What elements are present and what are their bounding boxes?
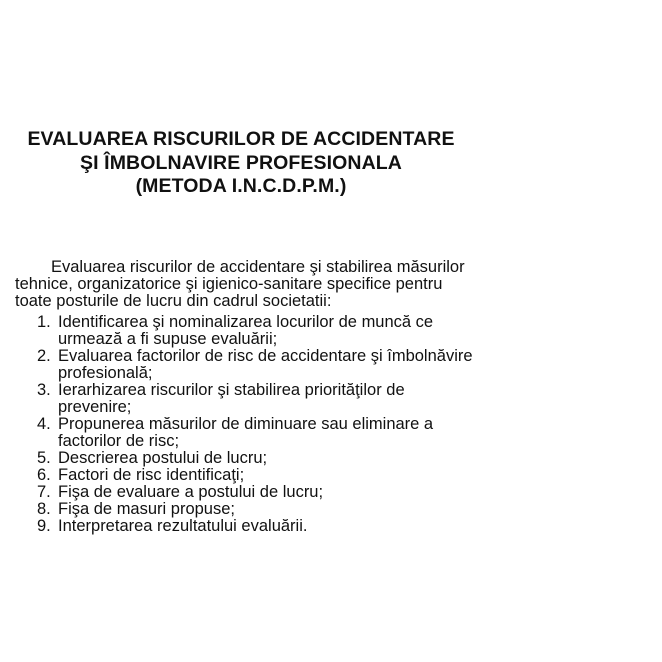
- list-item: [15, 467, 485, 484]
- list-number: 8.: [37, 500, 51, 518]
- title-line-1: EVALUAREA RISCURILOR DE ACCIDENTARE: [27, 128, 455, 150]
- list-number: 3.: [37, 381, 51, 399]
- list-number: 5.: [37, 449, 51, 467]
- list-item: [15, 416, 485, 450]
- list-item-text-cont: urmează a fi supuse evaluării;: [58, 330, 278, 348]
- list-item-text-cont: factorilor de risc;: [58, 432, 180, 450]
- list-number: 4.: [37, 415, 51, 433]
- list-item-text: Ierarhizarea riscurilor şi stabilirea priorităţilor de: [58, 381, 405, 399]
- list-item-text: Fişa de masuri propuse;: [58, 500, 235, 518]
- list-number: 7.: [37, 483, 51, 501]
- intro-line-2: tehnice, organizatorice şi igienico-sanitare specifice pentru: [15, 275, 443, 293]
- list-item: [15, 382, 485, 416]
- list-number: 6.: [37, 466, 51, 484]
- list-number: 2.: [37, 347, 51, 365]
- list-item: [15, 501, 485, 518]
- list-number: 9.: [37, 517, 51, 535]
- list-item: [15, 484, 485, 501]
- document-title: [0, 128, 482, 199]
- intro-paragraph: [15, 259, 485, 310]
- list-item-text-cont: profesională;: [58, 364, 153, 382]
- title-line-3: (METODA I.N.C.D.P.M.): [135, 175, 347, 197]
- list-item-text: Fişa de evaluare a postului de lucru;: [58, 483, 324, 501]
- intro-line-1: Evaluarea riscurilor de accidentare şi stabilirea măsurilor: [51, 258, 465, 276]
- list-item-text: Evaluarea factorilor de risc de accidentare şi îmbolnăvire: [58, 347, 473, 365]
- steps-list: [15, 314, 485, 535]
- list-item: [15, 314, 485, 348]
- list-item: [15, 450, 485, 467]
- list-item-text: Descrierea postului de lucru;: [58, 449, 268, 467]
- intro-line-3: toate posturile de lucru din cadrul societatii:: [15, 292, 332, 310]
- list-item-text: Propunerea măsurilor de diminuare sau eliminare a: [58, 415, 434, 433]
- list-item-text: Interpretarea rezultatului evaluării.: [58, 517, 308, 535]
- title-line-2: ŞI ÎMBOLNAVIRE PROFESIONALA: [80, 151, 402, 174]
- list-item-text: Identificarea şi nominalizarea locurilor de muncă ce: [58, 313, 434, 331]
- list-item: [15, 518, 485, 535]
- list-item-text-cont: prevenire;: [58, 398, 132, 416]
- list-number: 1.: [37, 313, 51, 331]
- list-item: [15, 348, 485, 382]
- list-item-text: Factori de risc identificaţi;: [58, 466, 245, 484]
